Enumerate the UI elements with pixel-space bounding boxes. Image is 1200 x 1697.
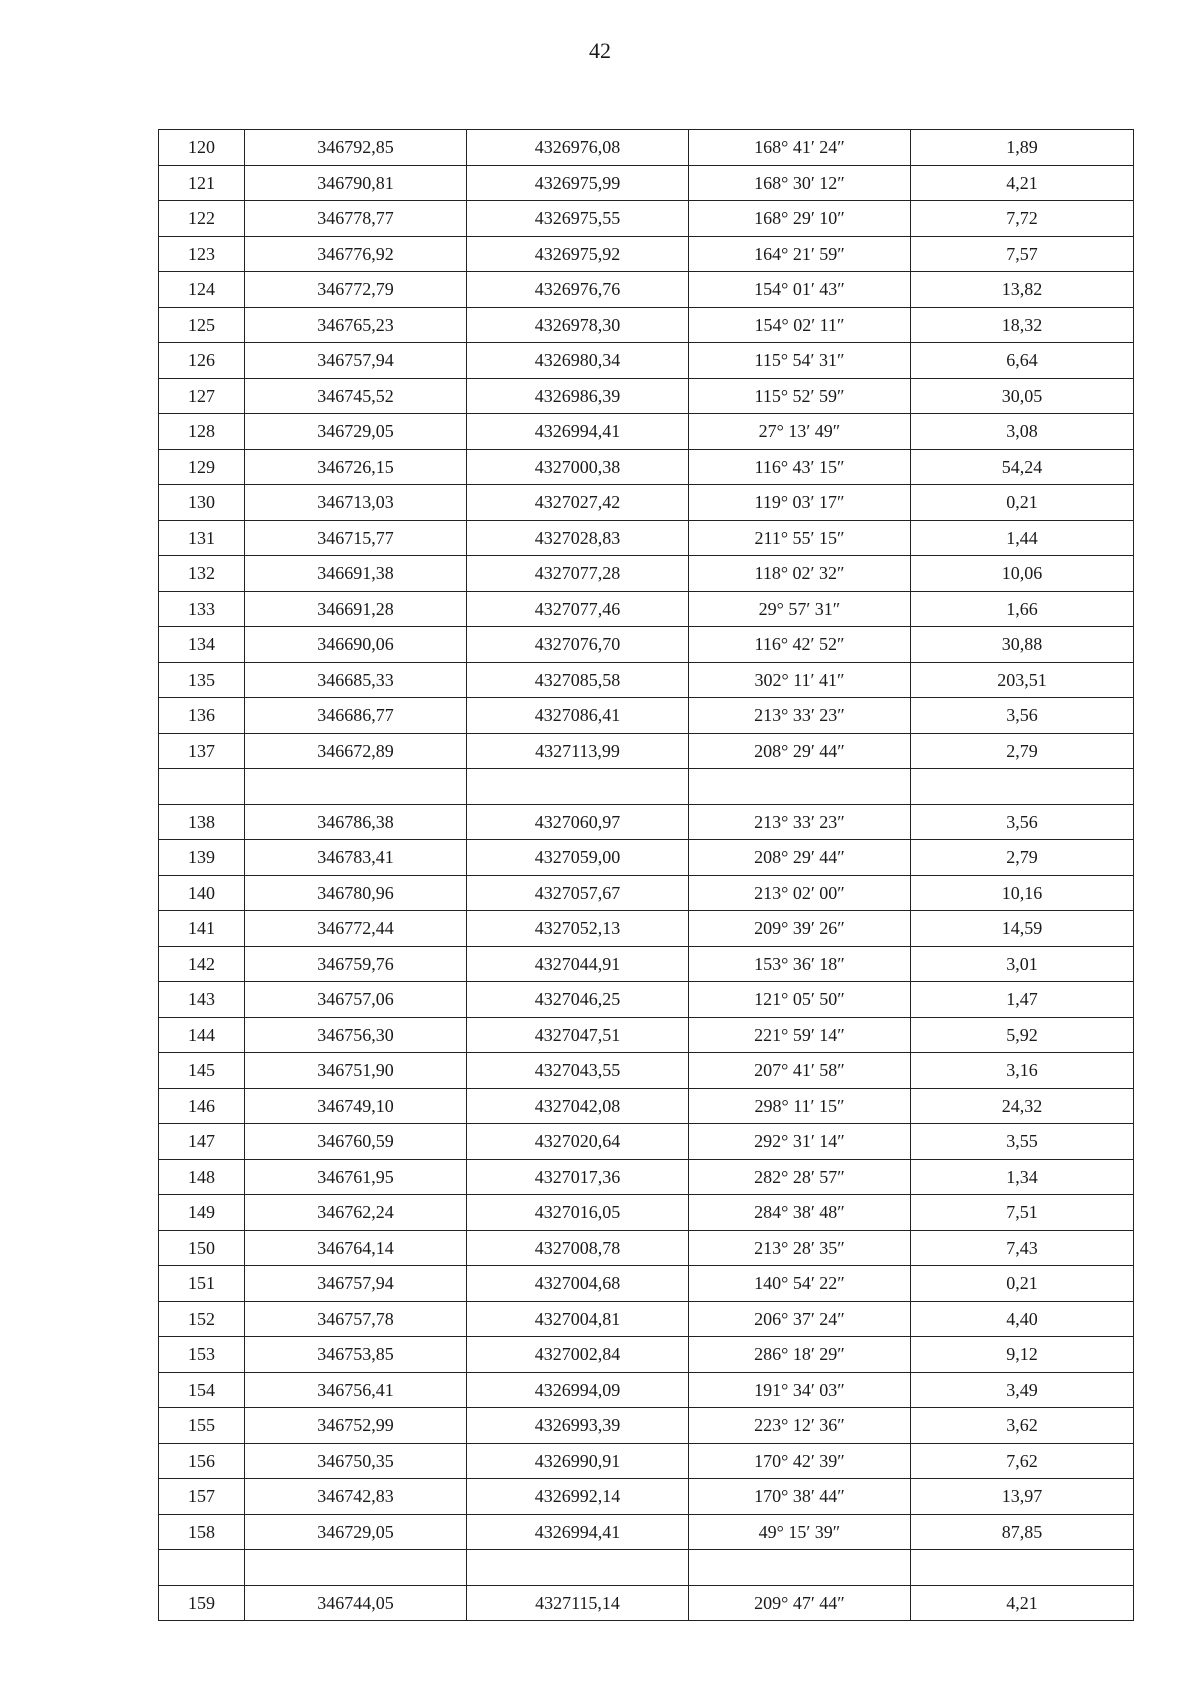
segment-length-cell: 0,21	[911, 1266, 1134, 1302]
table-row	[159, 1443, 1134, 1479]
segment-length-cell: 7,57	[911, 236, 1134, 272]
segment-length-cell: 24,32	[911, 1088, 1134, 1124]
direction-angle-cell: 284° 38′ 48″	[689, 1195, 911, 1231]
direction-angle-cell: 207° 41′ 58″	[689, 1053, 911, 1089]
point-number-cell: 139	[159, 840, 245, 876]
direction-angle-cell: 209° 47′ 44″	[689, 1585, 911, 1621]
segment-length-cell: 1,66	[911, 591, 1134, 627]
point-number-cell: 136	[159, 698, 245, 734]
point-number-cell: 133	[159, 591, 245, 627]
x-coordinate-cell: 346778,77	[245, 201, 467, 237]
y-coordinate-cell: 4327028,83	[467, 520, 689, 556]
point-number-cell: 154	[159, 1372, 245, 1408]
direction-angle-cell: 115° 54′ 31″	[689, 343, 911, 379]
direction-angle-cell: 223° 12′ 36″	[689, 1408, 911, 1444]
direction-angle-cell: 209° 39′ 26″	[689, 911, 911, 947]
table-row	[159, 1408, 1134, 1444]
direction-angle-cell: 302° 11′ 41″	[689, 662, 911, 698]
x-coordinate-cell: 346745,52	[245, 378, 467, 414]
y-coordinate-cell: 4327044,91	[467, 946, 689, 982]
point-number-cell: 132	[159, 556, 245, 592]
x-coordinate-cell: 346691,28	[245, 591, 467, 627]
segment-length-cell: 18,32	[911, 307, 1134, 343]
x-coordinate-cell: 346764,14	[245, 1230, 467, 1266]
x-coordinate-cell: 346713,03	[245, 485, 467, 521]
y-coordinate-cell	[467, 769, 689, 805]
y-coordinate-cell: 4327115,14	[467, 1585, 689, 1621]
segment-length-cell: 3,16	[911, 1053, 1134, 1089]
x-coordinate-cell: 346686,77	[245, 698, 467, 734]
coordinates-table-body	[159, 130, 1134, 1621]
x-coordinate-cell: 346762,24	[245, 1195, 467, 1231]
segment-length-cell: 3,08	[911, 414, 1134, 450]
point-number-cell: 157	[159, 1479, 245, 1515]
x-coordinate-cell: 346776,92	[245, 236, 467, 272]
table-row	[159, 1053, 1134, 1089]
table-row	[159, 1017, 1134, 1053]
segment-length-cell: 203,51	[911, 662, 1134, 698]
y-coordinate-cell: 4326994,41	[467, 414, 689, 450]
direction-angle-cell: 140° 54′ 22″	[689, 1266, 911, 1302]
table-row	[159, 378, 1134, 414]
y-coordinate-cell: 4326976,76	[467, 272, 689, 308]
x-coordinate-cell: 346792,85	[245, 130, 467, 166]
x-coordinate-cell: 346691,38	[245, 556, 467, 592]
direction-angle-cell: 286° 18′ 29″	[689, 1337, 911, 1373]
segment-length-cell: 1,44	[911, 520, 1134, 556]
segment-length-cell: 87,85	[911, 1514, 1134, 1550]
y-coordinate-cell: 4326994,09	[467, 1372, 689, 1408]
y-coordinate-cell: 4327004,68	[467, 1266, 689, 1302]
y-coordinate-cell: 4327077,28	[467, 556, 689, 592]
table-row	[159, 1266, 1134, 1302]
x-coordinate-cell: 346757,94	[245, 1266, 467, 1302]
table-row	[159, 1159, 1134, 1195]
direction-angle-cell: 121° 05′ 50″	[689, 982, 911, 1018]
table-row	[159, 1514, 1134, 1550]
point-number-cell: 155	[159, 1408, 245, 1444]
point-number-cell: 143	[159, 982, 245, 1018]
direction-angle-cell: 170° 42′ 39″	[689, 1443, 911, 1479]
point-number-cell: 149	[159, 1195, 245, 1231]
y-coordinate-cell: 4327086,41	[467, 698, 689, 734]
point-number-cell: 124	[159, 272, 245, 308]
direction-angle-cell: 168° 41′ 24″	[689, 130, 911, 166]
direction-angle-cell: 211° 55′ 15″	[689, 520, 911, 556]
x-coordinate-cell: 346726,15	[245, 449, 467, 485]
point-number-cell: 127	[159, 378, 245, 414]
direction-angle-cell: 168° 30′ 12″	[689, 165, 911, 201]
point-number-cell: 122	[159, 201, 245, 237]
point-number-cell	[159, 1550, 245, 1586]
point-number-cell: 156	[159, 1443, 245, 1479]
x-coordinate-cell: 346690,06	[245, 627, 467, 663]
segment-length-cell	[911, 769, 1134, 805]
x-coordinate-cell: 346742,83	[245, 1479, 467, 1515]
segment-length-cell: 3,56	[911, 804, 1134, 840]
segment-length-cell: 2,79	[911, 840, 1134, 876]
table-row	[159, 1337, 1134, 1373]
y-coordinate-cell: 4326990,91	[467, 1443, 689, 1479]
y-coordinate-cell: 4326992,14	[467, 1479, 689, 1515]
table-row	[159, 911, 1134, 947]
x-coordinate-cell: 346756,30	[245, 1017, 467, 1053]
x-coordinate-cell: 346756,41	[245, 1372, 467, 1408]
y-coordinate-cell: 4327059,00	[467, 840, 689, 876]
segment-length-cell: 14,59	[911, 911, 1134, 947]
direction-angle-cell: 29° 57′ 31″	[689, 591, 911, 627]
point-number-cell: 158	[159, 1514, 245, 1550]
point-number-cell: 141	[159, 911, 245, 947]
direction-angle-cell: 208° 29′ 44″	[689, 840, 911, 876]
point-number-cell: 137	[159, 733, 245, 769]
x-coordinate-cell: 346765,23	[245, 307, 467, 343]
x-coordinate-cell: 346772,44	[245, 911, 467, 947]
table-row	[159, 307, 1134, 343]
x-coordinate-cell: 346729,05	[245, 1514, 467, 1550]
point-number-cell: 120	[159, 130, 245, 166]
segment-length-cell: 7,51	[911, 1195, 1134, 1231]
table-row	[159, 236, 1134, 272]
x-coordinate-cell: 346752,99	[245, 1408, 467, 1444]
point-number-cell: 159	[159, 1585, 245, 1621]
y-coordinate-cell	[467, 1550, 689, 1586]
y-coordinate-cell: 4327016,05	[467, 1195, 689, 1231]
x-coordinate-cell: 346757,94	[245, 343, 467, 379]
x-coordinate-cell: 346783,41	[245, 840, 467, 876]
x-coordinate-cell: 346753,85	[245, 1337, 467, 1373]
table-row	[159, 1230, 1134, 1266]
segment-length-cell: 7,43	[911, 1230, 1134, 1266]
x-coordinate-cell: 346757,78	[245, 1301, 467, 1337]
segment-length-cell: 7,62	[911, 1443, 1134, 1479]
y-coordinate-cell: 4327077,46	[467, 591, 689, 627]
direction-angle-cell	[689, 1550, 911, 1586]
table-row	[159, 591, 1134, 627]
y-coordinate-cell: 4327043,55	[467, 1053, 689, 1089]
point-number-cell: 151	[159, 1266, 245, 1302]
segment-length-cell: 2,79	[911, 733, 1134, 769]
segment-length-cell: 54,24	[911, 449, 1134, 485]
direction-angle-cell: 154° 02′ 11″	[689, 307, 911, 343]
x-coordinate-cell: 346760,59	[245, 1124, 467, 1160]
point-number-cell: 125	[159, 307, 245, 343]
table-row	[159, 1301, 1134, 1337]
table-row	[159, 662, 1134, 698]
segment-length-cell: 0,21	[911, 485, 1134, 521]
direction-angle-cell: 154° 01′ 43″	[689, 272, 911, 308]
x-coordinate-cell: 346786,38	[245, 804, 467, 840]
y-coordinate-cell: 4326978,30	[467, 307, 689, 343]
y-coordinate-cell: 4327004,81	[467, 1301, 689, 1337]
direction-angle-cell: 49° 15′ 39″	[689, 1514, 911, 1550]
table-row	[159, 556, 1134, 592]
point-number-cell: 130	[159, 485, 245, 521]
direction-angle-cell: 170° 38′ 44″	[689, 1479, 911, 1515]
x-coordinate-cell: 346685,33	[245, 662, 467, 698]
y-coordinate-cell: 4327046,25	[467, 982, 689, 1018]
direction-angle-cell: 119° 03′ 17″	[689, 485, 911, 521]
x-coordinate-cell: 346751,90	[245, 1053, 467, 1089]
direction-angle-cell: 116° 42′ 52″	[689, 627, 911, 663]
table-row	[159, 130, 1134, 166]
segment-length-cell	[911, 1550, 1134, 1586]
segment-length-cell: 7,72	[911, 201, 1134, 237]
table-row	[159, 165, 1134, 201]
y-coordinate-cell: 4326975,92	[467, 236, 689, 272]
segment-length-cell: 30,05	[911, 378, 1134, 414]
y-coordinate-cell: 4327085,58	[467, 662, 689, 698]
segment-length-cell: 3,55	[911, 1124, 1134, 1160]
table-row	[159, 520, 1134, 556]
point-number-cell: 153	[159, 1337, 245, 1373]
y-coordinate-cell: 4326980,34	[467, 343, 689, 379]
x-coordinate-cell: 346761,95	[245, 1159, 467, 1195]
y-coordinate-cell: 4326993,39	[467, 1408, 689, 1444]
segment-length-cell: 1,47	[911, 982, 1134, 1018]
segment-length-cell: 5,92	[911, 1017, 1134, 1053]
point-number-cell: 123	[159, 236, 245, 272]
direction-angle-cell: 292° 31′ 14″	[689, 1124, 911, 1160]
table-row	[159, 946, 1134, 982]
direction-angle-cell: 213° 28′ 35″	[689, 1230, 911, 1266]
x-coordinate-cell	[245, 1550, 467, 1586]
table-row	[159, 201, 1134, 237]
x-coordinate-cell: 346790,81	[245, 165, 467, 201]
x-coordinate-cell: 346750,35	[245, 1443, 467, 1479]
y-coordinate-cell: 4327008,78	[467, 1230, 689, 1266]
point-number-cell: 128	[159, 414, 245, 450]
segment-length-cell: 1,89	[911, 130, 1134, 166]
x-coordinate-cell: 346772,79	[245, 272, 467, 308]
x-coordinate-cell: 346715,77	[245, 520, 467, 556]
point-number-cell: 129	[159, 449, 245, 485]
x-coordinate-cell: 346729,05	[245, 414, 467, 450]
y-coordinate-cell: 4326976,08	[467, 130, 689, 166]
direction-angle-cell: 164° 21′ 59″	[689, 236, 911, 272]
y-coordinate-cell: 4327017,36	[467, 1159, 689, 1195]
table-row	[159, 414, 1134, 450]
segment-length-cell: 4,40	[911, 1301, 1134, 1337]
direction-angle-cell: 153° 36′ 18″	[689, 946, 911, 982]
y-coordinate-cell: 4327000,38	[467, 449, 689, 485]
table-row	[159, 875, 1134, 911]
y-coordinate-cell: 4327052,13	[467, 911, 689, 947]
segment-length-cell: 3,01	[911, 946, 1134, 982]
x-coordinate-cell: 346672,89	[245, 733, 467, 769]
direction-angle-cell: 221° 59′ 14″	[689, 1017, 911, 1053]
point-number-cell: 121	[159, 165, 245, 201]
segment-length-cell: 3,49	[911, 1372, 1134, 1408]
segment-length-cell: 30,88	[911, 627, 1134, 663]
table-row	[159, 1124, 1134, 1160]
segment-length-cell: 4,21	[911, 1585, 1134, 1621]
x-coordinate-cell: 346759,76	[245, 946, 467, 982]
direction-angle-cell: 206° 37′ 24″	[689, 1301, 911, 1337]
point-number-cell: 145	[159, 1053, 245, 1089]
point-number-cell: 150	[159, 1230, 245, 1266]
x-coordinate-cell	[245, 769, 467, 805]
segment-length-cell: 13,82	[911, 272, 1134, 308]
point-number-cell	[159, 769, 245, 805]
y-coordinate-cell: 4326975,55	[467, 201, 689, 237]
direction-angle-cell: 118° 02′ 32″	[689, 556, 911, 592]
segment-length-cell: 10,06	[911, 556, 1134, 592]
table-row	[159, 343, 1134, 379]
table-row	[159, 840, 1134, 876]
point-number-cell: 147	[159, 1124, 245, 1160]
direction-angle-cell: 115° 52′ 59″	[689, 378, 911, 414]
table-row	[159, 733, 1134, 769]
direction-angle-cell: 213° 33′ 23″	[689, 804, 911, 840]
table-row	[159, 485, 1134, 521]
table-row	[159, 627, 1134, 663]
direction-angle-cell: 298° 11′ 15″	[689, 1088, 911, 1124]
separator-row	[159, 769, 1134, 805]
table-row	[159, 1479, 1134, 1515]
direction-angle-cell: 282° 28′ 57″	[689, 1159, 911, 1195]
y-coordinate-cell: 4327002,84	[467, 1337, 689, 1373]
y-coordinate-cell: 4327076,70	[467, 627, 689, 663]
y-coordinate-cell: 4327057,67	[467, 875, 689, 911]
direction-angle-cell: 213° 02′ 00″	[689, 875, 911, 911]
table-row	[159, 1088, 1134, 1124]
y-coordinate-cell: 4327113,99	[467, 733, 689, 769]
point-number-cell: 135	[159, 662, 245, 698]
segment-length-cell: 9,12	[911, 1337, 1134, 1373]
x-coordinate-cell: 346757,06	[245, 982, 467, 1018]
table-row	[159, 804, 1134, 840]
y-coordinate-cell: 4327060,97	[467, 804, 689, 840]
y-coordinate-cell: 4327047,51	[467, 1017, 689, 1053]
direction-angle-cell: 208° 29′ 44″	[689, 733, 911, 769]
point-number-cell: 142	[159, 946, 245, 982]
table-row	[159, 272, 1134, 308]
table-row	[159, 982, 1134, 1018]
direction-angle-cell: 213° 33′ 23″	[689, 698, 911, 734]
segment-length-cell: 4,21	[911, 165, 1134, 201]
y-coordinate-cell: 4326975,99	[467, 165, 689, 201]
point-number-cell: 131	[159, 520, 245, 556]
direction-angle-cell: 27° 13′ 49″	[689, 414, 911, 450]
separator-row	[159, 1550, 1134, 1586]
segment-length-cell: 6,64	[911, 343, 1134, 379]
table-row	[159, 1195, 1134, 1231]
table-row	[159, 1585, 1134, 1621]
segment-length-cell: 3,62	[911, 1408, 1134, 1444]
coordinates-table	[158, 129, 1134, 1621]
y-coordinate-cell: 4326994,41	[467, 1514, 689, 1550]
segment-length-cell: 1,34	[911, 1159, 1134, 1195]
point-number-cell: 148	[159, 1159, 245, 1195]
point-number-cell: 152	[159, 1301, 245, 1337]
segment-length-cell: 3,56	[911, 698, 1134, 734]
segment-length-cell: 10,16	[911, 875, 1134, 911]
direction-angle-cell: 116° 43′ 15″	[689, 449, 911, 485]
segment-length-cell: 13,97	[911, 1479, 1134, 1515]
point-number-cell: 146	[159, 1088, 245, 1124]
direction-angle-cell: 191° 34′ 03″	[689, 1372, 911, 1408]
y-coordinate-cell: 4327042,08	[467, 1088, 689, 1124]
point-number-cell: 126	[159, 343, 245, 379]
y-coordinate-cell: 4327020,64	[467, 1124, 689, 1160]
point-number-cell: 144	[159, 1017, 245, 1053]
point-number-cell: 138	[159, 804, 245, 840]
x-coordinate-cell: 346780,96	[245, 875, 467, 911]
direction-angle-cell	[689, 769, 911, 805]
point-number-cell: 134	[159, 627, 245, 663]
table-row	[159, 698, 1134, 734]
y-coordinate-cell: 4327027,42	[467, 485, 689, 521]
table-row	[159, 1372, 1134, 1408]
table-row	[159, 449, 1134, 485]
page-number: 42	[589, 38, 611, 63]
x-coordinate-cell: 346749,10	[245, 1088, 467, 1124]
y-coordinate-cell: 4326986,39	[467, 378, 689, 414]
point-number-cell: 140	[159, 875, 245, 911]
direction-angle-cell: 168° 29′ 10″	[689, 201, 911, 237]
x-coordinate-cell: 346744,05	[245, 1585, 467, 1621]
